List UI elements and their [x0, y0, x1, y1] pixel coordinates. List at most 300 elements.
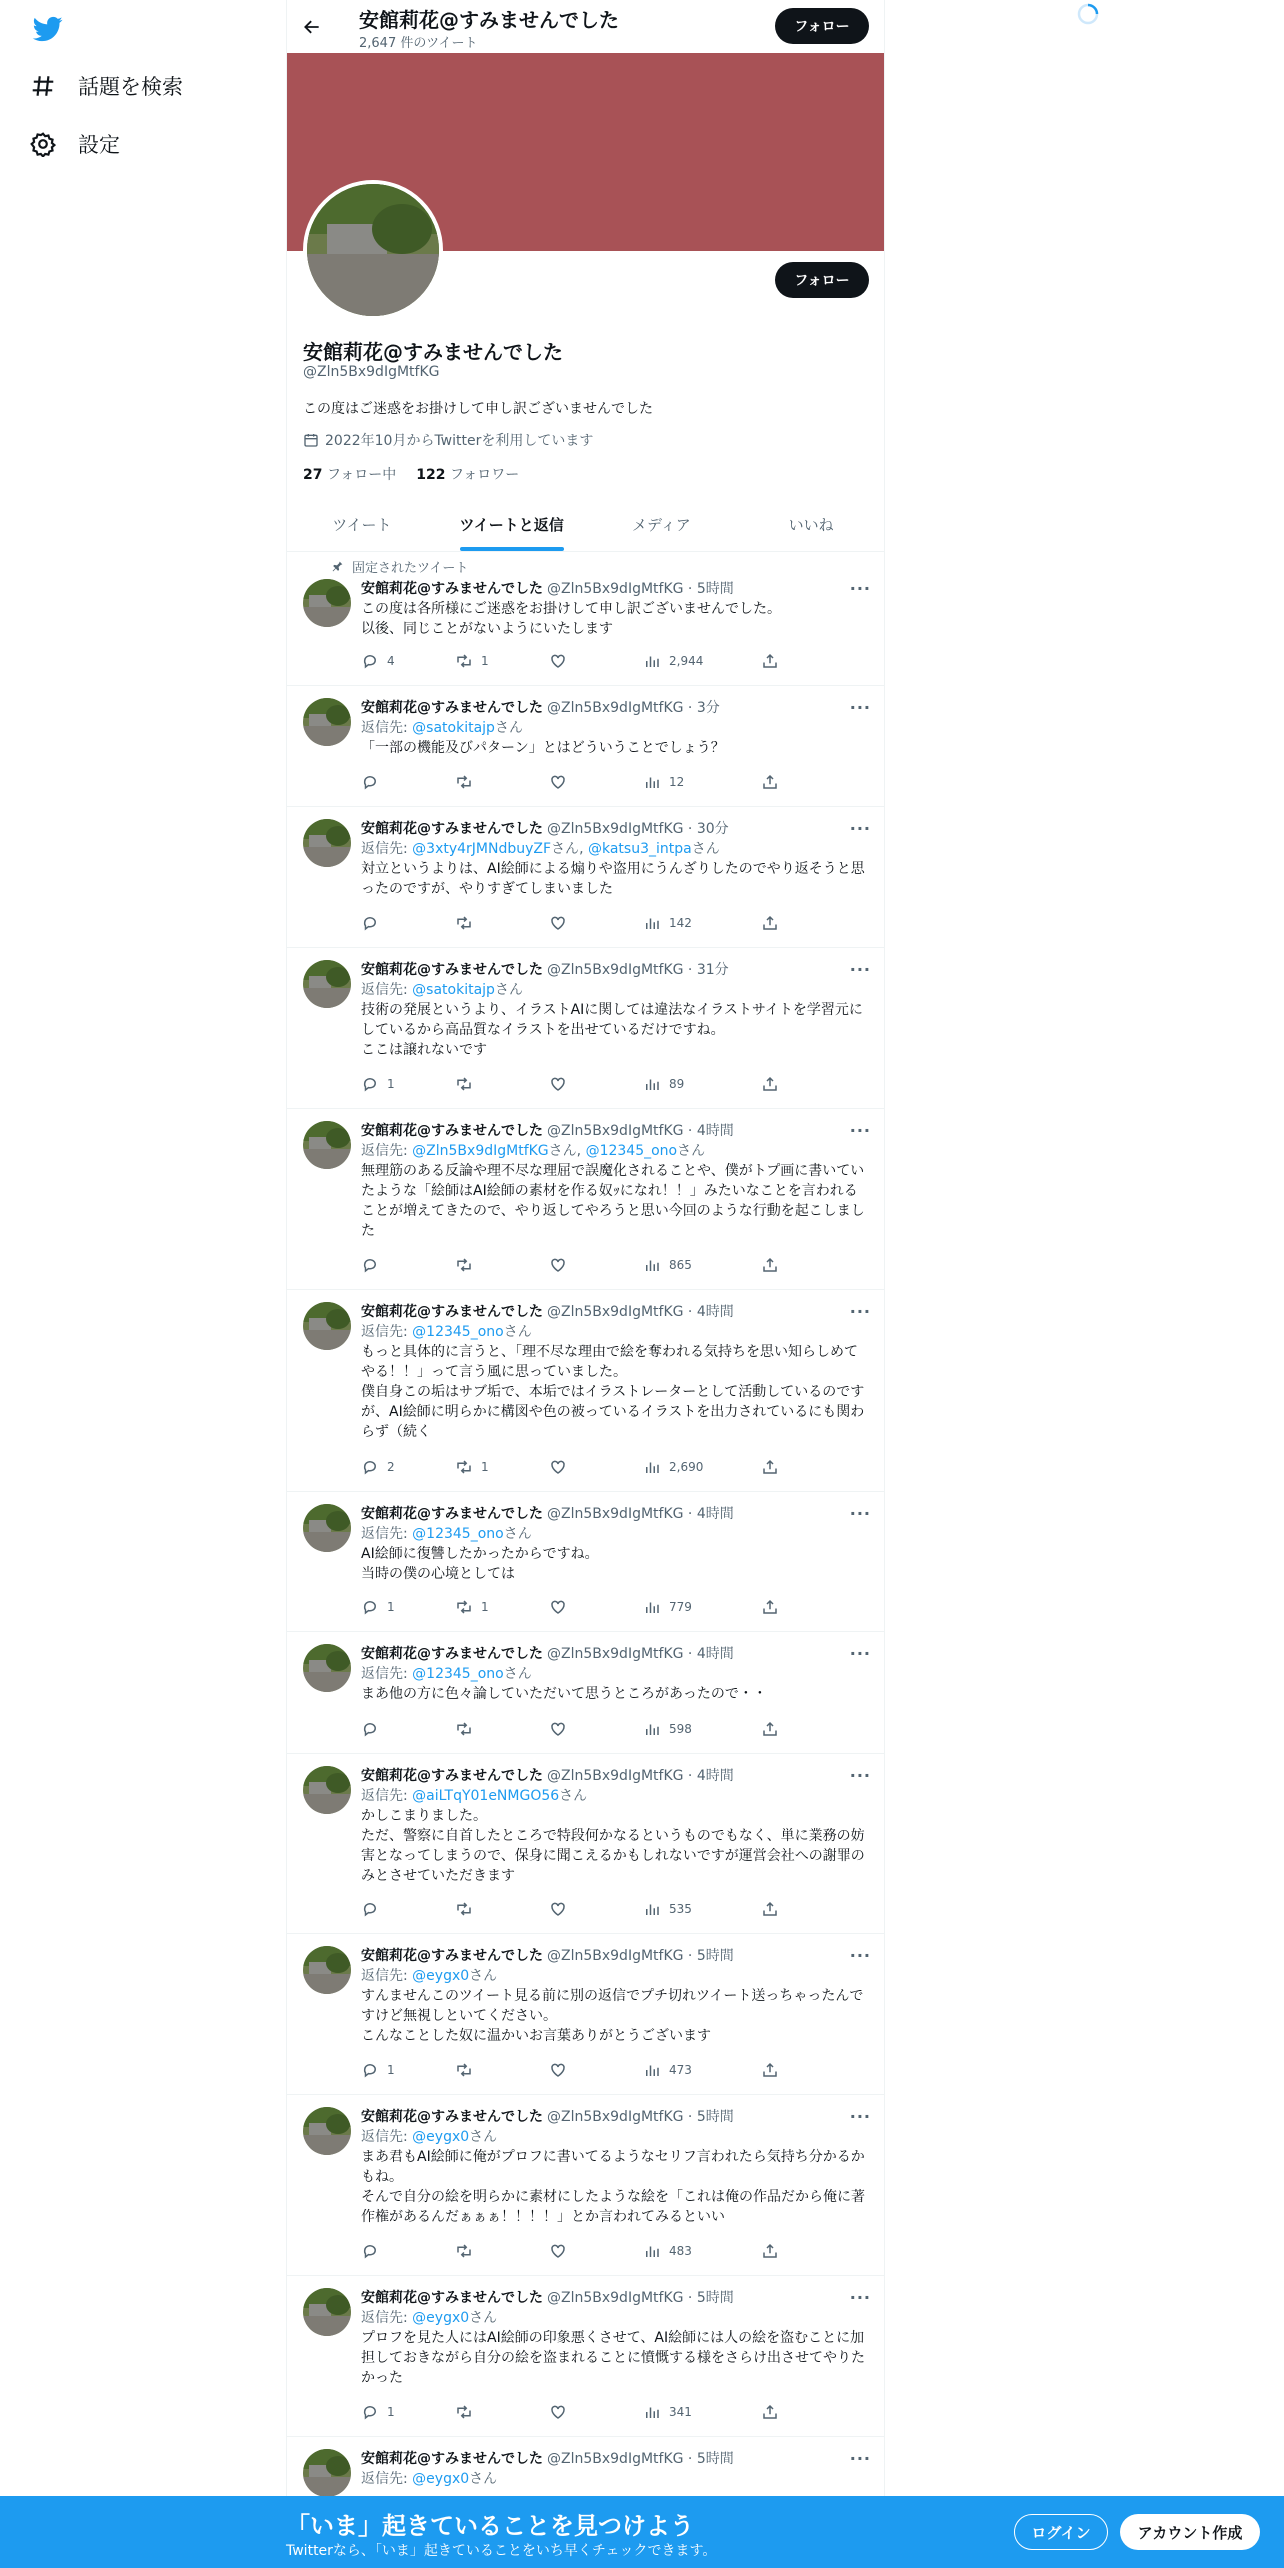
views-count: 341 — [669, 2405, 692, 2419]
retweet-button[interactable] — [455, 2242, 473, 2260]
retweet-button[interactable] — [455, 1900, 473, 1918]
tweet-author-name[interactable]: 安館莉花@すみませんでした — [361, 581, 543, 597]
reply-button[interactable] — [361, 2242, 379, 2260]
retweet-button[interactable] — [455, 652, 489, 670]
tweet-text: 対立というよりは、AI絵師による煽りや盗用にうんざりしたのでやり返そうと思ったのですが、やりすぎてしまいました — [361, 861, 865, 897]
views-button[interactable] — [643, 1720, 692, 1738]
like-button[interactable] — [549, 914, 567, 932]
reply-button[interactable] — [361, 2403, 395, 2421]
views-button[interactable] — [643, 914, 692, 932]
reply-to-handle[interactable]: @eygx0 — [412, 2310, 470, 2326]
more-icon[interactable]: ··· — [849, 819, 871, 838]
tweet-text: この度は各所様にご迷惑をお掛けして申し訳ございませんでした。 以後、同じことがないようにいたします — [361, 601, 781, 637]
tweet-actions — [361, 1598, 791, 1618]
retweet-button[interactable] — [455, 1720, 473, 1738]
share-icon — [761, 2061, 779, 2079]
tweet-reply-to: 返信先: @eygx0さん — [361, 1968, 498, 1984]
tweet-author-name[interactable]: 安館莉花@すみませんでした — [361, 2290, 543, 2306]
reply-to-handle[interactable]: @Zln5Bx9dIgMtfKG — [412, 1143, 549, 1159]
views-count: 779 — [669, 1600, 692, 1614]
reply-icon — [361, 2403, 379, 2421]
retweet-count: 1 — [481, 654, 489, 668]
tweet-meta[interactable]: @Zln5Bx9dIgMtfKG · 5時間 — [547, 1948, 734, 1964]
nav-explore-label: 話題を検索 — [78, 75, 183, 99]
share-button[interactable] — [761, 1900, 779, 1918]
tweet-actions — [361, 1075, 791, 1095]
views-count: 865 — [669, 1258, 692, 1272]
tweet[interactable] — [287, 553, 885, 686]
share-button[interactable] — [761, 773, 779, 791]
views-button[interactable] — [643, 1256, 692, 1274]
reply-button[interactable] — [361, 1458, 395, 1476]
tweet[interactable] — [287, 1632, 885, 1754]
tweet-avatar[interactable] — [303, 960, 351, 1008]
tweet-meta[interactable]: @Zln5Bx9dIgMtfKG · 4時間 — [547, 1304, 734, 1320]
like-button[interactable] — [549, 773, 567, 791]
tab-tweets[interactable]: ツイート — [332, 516, 392, 534]
reply-button[interactable] — [361, 1256, 379, 1274]
reply-count: 1 — [387, 1600, 395, 1614]
header-follow-button[interactable]: フォロー — [775, 8, 869, 44]
tweet-body — [361, 2449, 871, 2489]
tweet-author-name[interactable]: 安館莉花@すみませんでした — [361, 821, 543, 837]
views-icon — [643, 1075, 661, 1093]
reply-to-handle[interactable]: @12345_ono — [412, 1526, 504, 1542]
views-count: 2,690 — [669, 1460, 704, 1474]
tweet-header — [361, 1121, 871, 1141]
tweet-meta[interactable]: @Zln5Bx9dIgMtfKG · 5時間 — [547, 581, 734, 597]
share-icon — [761, 2403, 779, 2421]
tweet-header — [361, 1302, 871, 1322]
share-button[interactable] — [761, 1720, 779, 1738]
tweet-avatar[interactable] — [303, 2449, 351, 2497]
tweet-header — [361, 1644, 871, 1664]
tweet-avatar[interactable] — [303, 1766, 351, 1814]
more-icon[interactable]: ··· — [849, 1644, 871, 1663]
profile-handle: @Zln5Bx9dIgMtfKG — [303, 364, 440, 380]
reply-icon — [361, 1075, 379, 1093]
views-icon — [643, 1256, 661, 1274]
reply-icon — [361, 1720, 379, 1738]
share-icon — [761, 1458, 779, 1476]
tweet-meta[interactable]: @Zln5Bx9dIgMtfKG · 4時間 — [547, 1506, 734, 1522]
reply-to-handle[interactable]: @12345_ono — [412, 1324, 504, 1340]
tweet-author-name[interactable]: 安館莉花@すみませんでした — [361, 1948, 543, 1964]
tweet-meta[interactable]: @Zln5Bx9dIgMtfKG · 3分 — [547, 700, 720, 716]
reply-to-handle[interactable]: @12345_ono — [585, 1143, 678, 1159]
like-icon — [549, 2403, 567, 2421]
signup-prompt-title: 「いま」起きていることを見つけよう — [286, 2512, 694, 2540]
tweet-avatar[interactable] — [303, 1644, 351, 1692]
retweet-icon — [455, 1720, 473, 1738]
tweet-avatar[interactable] — [303, 1504, 351, 1552]
tweet-header — [361, 1504, 871, 1524]
followers-link[interactable]: 122 フォロワー — [416, 467, 520, 483]
retweet-count: 1 — [481, 1460, 489, 1474]
views-icon — [643, 914, 661, 932]
pin-icon — [331, 560, 344, 573]
tweet-text: 技術の発展というより、イラストAIに関しては違法なイラストサイトを学習元にしているから高品質なイラストを出せているだけですね。 ここは譲れないです — [361, 1002, 863, 1058]
views-button[interactable] — [643, 1075, 684, 1093]
tweet-text: もっと具体的に言うと、「理不尽な理由で絵を奪われる気持ちを思い知らしめてやる！！」って言う風に思っていました。 僕自身この垢はサブ垢で、本垢ではイラストレーターとして活動しているのですが、AI絵師に明らかに構図や色の被っているイラストを出力されているにも関わらず（続く — [361, 1344, 865, 1440]
tweet-reply-to: 返信先: @Zln5Bx9dIgMtfKGさん, @12345_onoさん — [361, 1143, 706, 1159]
tweet-meta[interactable]: @Zln5Bx9dIgMtfKG · 30分 — [547, 821, 729, 837]
left-nav — [0, 0, 286, 2568]
more-icon[interactable]: ··· — [849, 1302, 871, 1321]
retweet-icon — [455, 1900, 473, 1918]
views-count: 473 — [669, 2063, 692, 2077]
pinned-label-text: 固定されたツイート — [352, 561, 469, 576]
views-count: 2,944 — [669, 654, 704, 668]
views-icon — [643, 2061, 661, 2079]
views-count: 142 — [669, 916, 692, 930]
reply-to-handle[interactable]: @eygx0 — [412, 1968, 470, 1984]
share-button[interactable] — [761, 2061, 779, 2079]
tweet-actions — [361, 2242, 791, 2262]
views-count: 598 — [669, 1722, 692, 1736]
views-button[interactable] — [643, 2061, 692, 2079]
tweet-meta[interactable]: @Zln5Bx9dIgMtfKG · 31分 — [547, 962, 729, 978]
tweet-actions — [361, 914, 791, 934]
tweet-body — [361, 1946, 871, 2046]
tweet-avatar[interactable] — [303, 579, 351, 627]
share-icon — [761, 1598, 779, 1616]
reply-to-handle[interactable]: @12345_ono — [412, 1666, 504, 1682]
share-icon — [761, 1720, 779, 1738]
tweet-body — [361, 819, 871, 899]
header-title: 安館莉花@すみませんでした — [359, 8, 619, 32]
tweet-text: AI絵師に復讐したかったからですね。 当時の僕の心境としては — [361, 1546, 599, 1582]
share-icon — [761, 1256, 779, 1274]
tweet-reply-to: 返信先: @eygx0さん — [361, 2129, 498, 2145]
tweet[interactable] — [287, 948, 885, 1109]
profile-avatar[interactable] — [303, 180, 443, 320]
tweet-avatar[interactable] — [303, 2107, 351, 2155]
like-icon — [549, 773, 567, 791]
views-button[interactable] — [643, 2403, 692, 2421]
more-icon[interactable]: ··· — [849, 698, 871, 717]
views-count: 535 — [669, 1902, 692, 1916]
like-button[interactable] — [549, 1458, 567, 1476]
views-button[interactable] — [643, 652, 703, 670]
tweet[interactable] — [287, 1492, 885, 1632]
tweet-author-name[interactable]: 安館莉花@すみませんでした — [361, 2451, 543, 2467]
tweet[interactable] — [287, 1754, 885, 1934]
tab-likes[interactable]: いいね — [788, 516, 834, 534]
following-link[interactable]: 27 フォロー中 — [303, 467, 397, 483]
reply-count: 4 — [387, 654, 395, 668]
gear-icon — [30, 131, 56, 157]
reply-count: 2 — [387, 1460, 395, 1474]
like-icon — [549, 1075, 567, 1093]
tweet-author-name[interactable]: 安館莉花@すみませんでした — [361, 1768, 543, 1784]
tweet-text: 無理筋のある反論や理不尽な理屈で誤魔化されることや、僕がトプ画に書いていたような「絵師はAI絵師の素材を作る奴ｯになれ！！」みたいなことを言われることが増えてきたので、やり返してやろうと思い今回のような行動を起こしました — [361, 1163, 865, 1239]
tweet-reply-to: 返信先: @aiLTqY01eNMGO56さん — [361, 1788, 588, 1804]
views-button[interactable] — [643, 1900, 692, 1918]
retweet-icon — [455, 773, 473, 791]
views-icon — [643, 2242, 661, 2260]
reply-button[interactable] — [361, 773, 379, 791]
like-button[interactable] — [549, 2242, 567, 2260]
tweet-author-name[interactable]: 安館莉花@すみませんでした — [361, 700, 543, 716]
tweet-reply-to: 返信先: @eygx0さん — [361, 2310, 498, 2326]
views-icon — [643, 2403, 661, 2421]
views-button[interactable] — [643, 2242, 692, 2260]
nav-explore[interactable] — [30, 66, 183, 106]
tweet-text: まあ他の方に色々論していただいて思うところがあったので・・ — [361, 1686, 767, 1702]
tweet-author-name[interactable]: 安館莉花@すみませんでした — [361, 1123, 543, 1139]
more-icon[interactable]: ··· — [849, 2107, 871, 2126]
signup-button[interactable]: アカウント作成 — [1120, 2514, 1260, 2550]
tweet-reply-to: 返信先: @satokitajpさん — [361, 982, 523, 998]
retweet-button[interactable] — [455, 1598, 489, 1616]
tweet-avatar[interactable] — [303, 1121, 351, 1169]
more-icon[interactable]: ··· — [849, 579, 871, 598]
more-icon[interactable]: ··· — [849, 1946, 871, 1965]
reply-to-handle[interactable]: @3xty4rJMNdbuyZF — [412, 841, 552, 857]
reply-count: 1 — [387, 2405, 395, 2419]
like-button[interactable] — [549, 1720, 567, 1738]
tweet-meta[interactable]: @Zln5Bx9dIgMtfKG · 4時間 — [547, 1123, 734, 1139]
profile-joined-text: 2022年10月からTwitterを利用しています — [325, 433, 594, 449]
reply-icon — [361, 1458, 379, 1476]
share-button[interactable] — [761, 1458, 779, 1476]
profile-joined — [303, 430, 593, 450]
tab-media[interactable]: メディア — [631, 516, 691, 534]
more-icon[interactable]: ··· — [849, 1504, 871, 1523]
tweet-reply-to: 返信先: @satokitajpさん — [361, 720, 523, 736]
retweet-icon — [455, 1598, 473, 1616]
profile-name: 安館莉花@すみませんでした — [303, 340, 563, 364]
reply-button[interactable] — [361, 2061, 395, 2079]
share-icon — [761, 773, 779, 791]
views-icon — [643, 1598, 661, 1616]
tab-tweets-and-replies[interactable]: ツイートと返信 — [437, 498, 587, 551]
reply-to-handle[interactable]: @aiLTqY01eNMGO56 — [412, 1788, 560, 1804]
views-button[interactable] — [643, 773, 684, 791]
share-button[interactable] — [761, 1075, 779, 1093]
reply-icon — [361, 2061, 379, 2079]
reply-count: 1 — [387, 2063, 395, 2077]
tweet-text: 「一部の機能及びパターン」とはどういうことでしょう？ — [361, 740, 725, 756]
reply-button[interactable] — [361, 1720, 379, 1738]
loading-spinner-icon — [1076, 2, 1100, 26]
tweet-body — [361, 1504, 871, 1584]
more-icon[interactable]: ··· — [849, 1121, 871, 1140]
share-icon — [761, 2242, 779, 2260]
retweet-button[interactable] — [455, 2403, 473, 2421]
like-icon — [549, 1458, 567, 1476]
tweet-author-name[interactable]: 安館莉花@すみませんでした — [361, 2109, 543, 2125]
tweet-author-name[interactable]: 安館莉花@すみませんでした — [361, 1304, 543, 1320]
tweet-meta[interactable]: @Zln5Bx9dIgMtfKG · 4時間 — [547, 1768, 734, 1784]
tweet-body — [361, 1766, 871, 1886]
like-icon — [549, 2242, 567, 2260]
tweet-meta[interactable]: @Zln5Bx9dIgMtfKG · 5時間 — [547, 2451, 734, 2467]
share-button[interactable] — [761, 914, 779, 932]
views-count: 12 — [669, 775, 685, 789]
tweet-text: すんませんこのツイート見る前に別の返信でプチ切れツイート送っちゃったんですけど無視しといてください。 こんなことした奴に温かいお言葉ありがとうございます — [361, 1988, 864, 2044]
views-count: 89 — [669, 1077, 685, 1091]
tweet[interactable] — [287, 1290, 885, 1492]
tweet-body — [361, 579, 871, 639]
share-button[interactable] — [761, 1256, 779, 1274]
tweet-actions — [361, 1720, 791, 1740]
share-icon — [761, 1900, 779, 1918]
more-icon[interactable]: ··· — [849, 2288, 871, 2307]
tweet-avatar[interactable] — [303, 1946, 351, 1994]
tweet-meta[interactable]: @Zln5Bx9dIgMtfKG · 5時間 — [547, 2290, 734, 2306]
tweet-actions — [361, 1458, 791, 1478]
share-icon — [761, 914, 779, 932]
reply-count: 1 — [387, 1077, 395, 1091]
profile-follow-stats — [303, 464, 519, 484]
retweet-icon — [455, 1458, 473, 1476]
tweet-header — [361, 2449, 871, 2469]
retweet-icon — [455, 1256, 473, 1274]
tweet[interactable] — [287, 2095, 885, 2276]
retweet-icon — [455, 652, 473, 670]
signup-prompt-subtitle: Twitterなら、「いま」起きていることをいち早くチェックできます。 — [286, 2543, 717, 2559]
tweet-header — [361, 1946, 871, 1966]
retweet-button[interactable] — [455, 1458, 489, 1476]
tweet-meta[interactable]: @Zln5Bx9dIgMtfKG · 4時間 — [547, 1646, 734, 1662]
tweet-body — [361, 2288, 871, 2388]
tweet-author-name[interactable]: 安館莉花@すみませんでした — [361, 1506, 543, 1522]
twitter-bird-icon[interactable] — [30, 14, 66, 44]
more-icon[interactable]: ··· — [849, 960, 871, 979]
tweet-header — [361, 1766, 871, 1786]
retweet-button[interactable] — [455, 2061, 473, 2079]
tweet-actions — [361, 2061, 791, 2081]
like-button[interactable] — [549, 1598, 567, 1616]
like-button[interactable] — [549, 2061, 567, 2079]
reply-icon — [361, 652, 379, 670]
tweet-text: プロフを見た人にはAI絵師の印象悪くさせて、AI絵師には人の絵を盗むことに加担しておきながら自分の絵を盗まれることに憤慨する様をさらけ出させてやりたかった — [361, 2330, 865, 2386]
reply-icon — [361, 914, 379, 932]
tweet-reply-to: 返信先: @12345_onoさん — [361, 1666, 532, 1682]
views-icon — [643, 1458, 661, 1476]
more-icon[interactable]: ··· — [849, 2449, 871, 2468]
reply-to-handle[interactable]: @satokitajp — [412, 720, 495, 736]
login-button[interactable]: ログイン — [1014, 2514, 1108, 2550]
share-button[interactable] — [761, 1598, 779, 1616]
retweet-button[interactable] — [455, 1256, 473, 1274]
tweet-body — [361, 1644, 871, 1704]
tweet-actions — [361, 773, 791, 793]
tweet-avatar[interactable] — [303, 1302, 351, 1350]
tweet-reply-to: 返信先: @eygx0さん — [361, 2471, 498, 2487]
like-button[interactable] — [549, 1256, 567, 1274]
reply-to-handle[interactable]: @eygx0 — [412, 2471, 470, 2487]
tweet-actions — [361, 1900, 791, 1920]
like-icon — [549, 652, 567, 670]
reply-to-handle[interactable]: @eygx0 — [412, 2129, 470, 2145]
like-icon — [549, 1900, 567, 1918]
pinned-label — [331, 557, 468, 576]
tweet-avatar[interactable] — [303, 698, 351, 746]
tweet-avatar[interactable] — [303, 819, 351, 867]
back-button[interactable] — [297, 12, 327, 42]
tweet-actions — [361, 1256, 791, 1276]
share-icon — [761, 652, 779, 670]
nav-settings[interactable] — [30, 124, 120, 164]
like-icon — [549, 914, 567, 932]
retweet-icon — [455, 2242, 473, 2260]
reply-button[interactable] — [361, 1900, 379, 1918]
tweet-avatar[interactable] — [303, 2288, 351, 2336]
header-tweet-count: 2,647 件のツイート — [359, 36, 478, 51]
views-button[interactable] — [643, 1458, 703, 1476]
tweet[interactable] — [287, 2276, 885, 2437]
tweet[interactable] — [287, 807, 885, 948]
tweet[interactable] — [287, 686, 885, 807]
like-button[interactable] — [549, 652, 567, 670]
like-button[interactable] — [549, 1075, 567, 1093]
retweet-button[interactable] — [455, 914, 473, 932]
tweet-author-name[interactable]: 安館莉花@すみませんでした — [361, 1646, 543, 1662]
more-icon[interactable]: ··· — [849, 1766, 871, 1785]
retweet-icon — [455, 2403, 473, 2421]
reply-button[interactable] — [361, 1598, 395, 1616]
views-icon — [643, 652, 661, 670]
reply-button[interactable] — [361, 1075, 395, 1093]
reply-button[interactable] — [361, 652, 395, 670]
reply-icon — [361, 1900, 379, 1918]
tweet[interactable] — [287, 1934, 885, 2095]
like-button[interactable] — [549, 1900, 567, 1918]
main-column — [286, 0, 885, 2568]
share-button[interactable] — [761, 652, 779, 670]
like-icon — [549, 2061, 567, 2079]
views-button[interactable] — [643, 1598, 692, 1616]
retweet-button[interactable] — [455, 773, 473, 791]
reply-button[interactable] — [361, 914, 379, 932]
back-arrow-icon — [302, 17, 322, 37]
tweet-body — [361, 1302, 871, 1442]
tweet[interactable] — [287, 1109, 885, 1290]
profile-tabs — [287, 498, 885, 552]
reply-to-handle[interactable]: @satokitajp — [412, 982, 495, 998]
views-icon — [643, 1900, 661, 1918]
tweet-actions — [361, 652, 791, 672]
tweet-body — [361, 698, 871, 758]
share-button[interactable] — [761, 2242, 779, 2260]
retweet-icon — [455, 1075, 473, 1093]
signup-prompt-bar — [0, 2496, 1284, 2568]
profile-follow-button[interactable]: フォロー — [775, 262, 869, 298]
tweet-header — [361, 2107, 871, 2127]
reply-icon — [361, 773, 379, 791]
tweet-header — [361, 698, 871, 718]
tweet-meta[interactable]: @Zln5Bx9dIgMtfKG · 5時間 — [547, 2109, 734, 2125]
views-count: 483 — [669, 2244, 692, 2258]
tweet-author-name[interactable]: 安館莉花@すみませんでした — [361, 962, 543, 978]
retweet-icon — [455, 914, 473, 932]
like-button[interactable] — [549, 2403, 567, 2421]
hashtag-icon — [30, 73, 56, 99]
profile-bio: この度はご迷惑をお掛けして申し訳ございませんでした — [303, 401, 653, 417]
reply-to-handle[interactable]: @katsu3_intpa — [587, 841, 692, 857]
retweet-icon — [455, 2061, 473, 2079]
retweet-button[interactable] — [455, 1075, 473, 1093]
like-icon — [549, 1256, 567, 1274]
top-bar — [287, 0, 885, 53]
share-button[interactable] — [761, 2403, 779, 2421]
tweet-body — [361, 960, 871, 1060]
views-icon — [643, 1720, 661, 1738]
retweet-count: 1 — [481, 1600, 489, 1614]
